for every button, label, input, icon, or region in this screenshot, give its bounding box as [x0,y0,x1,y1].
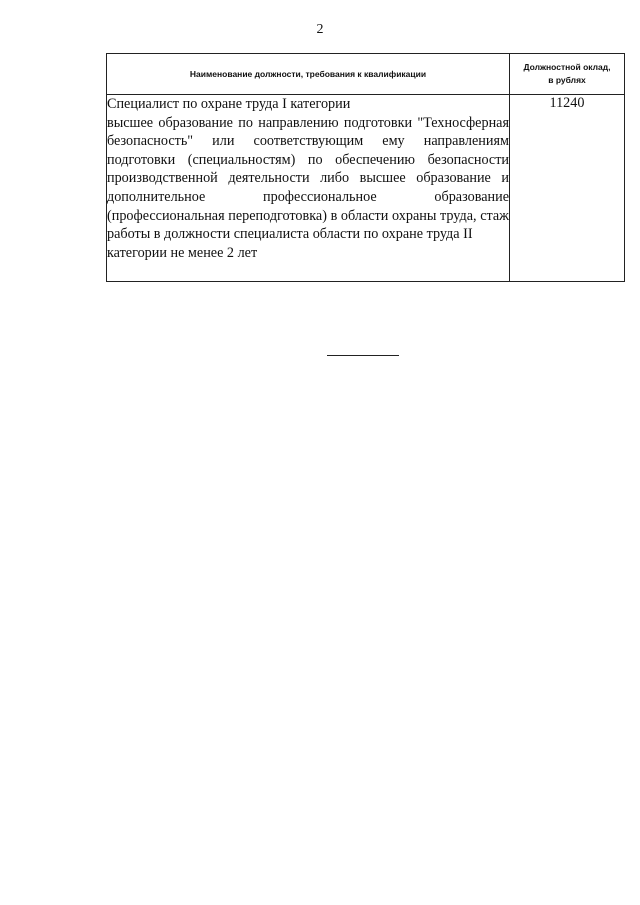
salary-header-line2: в рублях [548,75,586,85]
salary-value: 11240 [510,95,625,282]
position-description-cell [107,95,510,282]
table-header-row [107,54,625,95]
end-divider [327,355,399,356]
position-requirements-end: категории не менее 2 лет [107,244,258,261]
salary-table [106,53,625,282]
position-title: Специалист по охране труда I категории [107,96,351,112]
position-requirements: высшее образование по направлению подготовки "Техносферная безопасность" или соответствующим ему направлениям подготовки (специальностям) по обеспечению безопасности производственной деятельности либо высшее образование и дополнительное профессиональное образование (профессиональная переподготовка) в области охраны труда, стаж работы в должности специалиста области по охране труда II [107,114,509,243]
table-row [107,95,625,282]
salary-column-header [510,54,625,95]
salary-header-line1: Должностной оклад, [523,62,611,72]
page-number: 2 [316,22,324,37]
position-column-header: Наименование должности, требования к квалификации [107,54,510,95]
